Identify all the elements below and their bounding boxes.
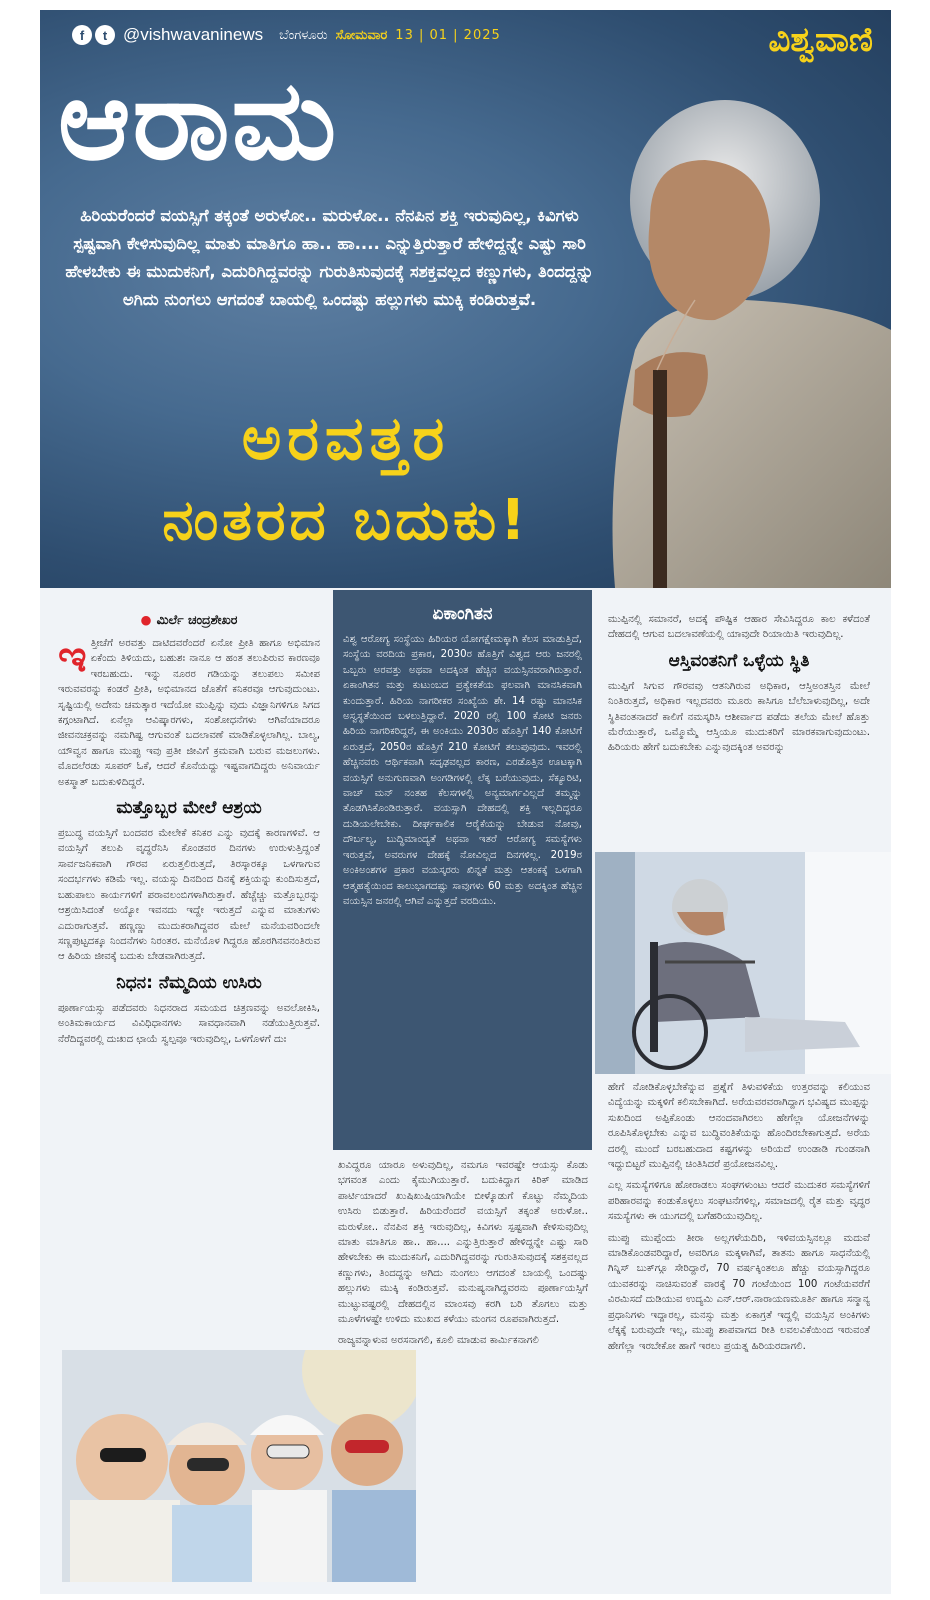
bullet-icon: ● <box>140 612 152 627</box>
elderly-woman-photo <box>595 70 891 588</box>
loneliness-box-content <box>343 596 582 1144</box>
article-paragraph-1 <box>58 631 320 790</box>
facebook-icon: f <box>72 25 92 45</box>
header-line <box>72 24 501 46</box>
article-paragraph-9: ಎಲ್ಲ ಸಮಸ್ಯೆಗಳಿಗೂ ಹೋರಾಡಲು ಸಂಘಗಳುಂಟು ಆದರೆ ಮುದುಕರ ಸಮಸ್ಯೆಗಳಿಗೆ ಪರಿಹಾರವನ್ನು ಕಂಡುಕೊಳ್ಳಲು ಸಂಘಟನೆಗಳಿಲ್ಲ, ಸಮಾಜದಲ್ಲಿ ರೈತ ಮತ್ತು ವೃದ್ಧರ ಸಮಸ್ಯೆಗಳು ಈ ಯುಗದಲ್ಲಿ ಬಗೆಹರಿಯುವುದಿಲ್ಲ. <box>608 1180 870 1223</box>
intro-paragraph: ಹಿರಿಯರೆಂದರೆ ವಯಸ್ಸಿಗೆ ತಕ್ಕಂತೆ ಅರುಳೋ.. ಮರುಳೋ.. ನೆನಪಿನ ಶಕ್ತಿ ಇರುವುದಿಲ್ಲ, ಕಿವಿಗಳು ಸ್ಪಷ್ಟವಾಗಿ ಕೇಳಿಸುವುದಿಲ್ಲ ಮಾತು ಮಾತಿಗೂ ಹಾ.. ಹಾ.... ಎನ್ನುತ್ತಿರುತ್ತಾರೆ ಹೇಳಿದ್ದನ್ನೇ ಎಷ್ಟು ಸಾರಿ ಹೇಳಬೇಕು ಈ ಮುದುಕನಿಗೆ, ಎದುರಿಗಿದ್ದವರನ್ನು ಗುರುತಿಸುವುದಕ್ಕೆ ಸಶಕ್ತವಲ್ಲದ ಕಣ್ಣುಗಳು, ತಿಂದದ್ದನ್ನು ಅಗಿದು ನುಂಗಲು ಆಗದಂತೆ ಬಾಯಲ್ಲಿ ಒಂದಷ್ಟು ಹಲ್ಲುಗಳು ಮುಕ್ಕಿ ಕಂಡಿರುತ್ತವೆ. <box>65 206 594 309</box>
column-3-lower <box>608 1080 870 1588</box>
column-1 <box>58 612 320 1234</box>
article-paragraph-5: ರಾಜ್ಯವನ್ನಾಳುವ ಅರಸನಾಗಲಿ, ಕೂಲಿ ಮಾಡುವ ಕಾರ್ಮಿಕನಾಗಲಿ <box>338 1335 539 1347</box>
elderly-man-wheelchair-photo <box>595 852 891 1074</box>
social-icons <box>72 25 115 45</box>
article-paragraph-10: ಮುಪ್ಪು ಮುಪ್ಪೆಂದು ತೀರಾ ಅಲ್ಲಗಳೆಯದಿರಿ, ಇಳಿವಯಸ್ಸಿನಲ್ಲೂ ಮದುವೆ ಮಾಡಿಕೊಂಡವರಿದ್ದಾರೆ, ಅವರಿಗೂ ಮಕ್ಕಳಾಗಿವೆ, ತಾತನು ಹಾಗೂ ಸಾಧನೆಯಲ್ಲಿ ಗಿನ್ನಿಸ್ ಬುಕ್‌ಗ್ಗೂ ಸೇರಿದ್ದಾರೆ, 70 ವರ್ಷಕ್ಕಿಂತಲೂ ಹೆಚ್ಚು ವಯಸ್ಸಾಗಿದ್ದರೂ ಯುವಕರನ್ನು ನಾಚಿಸುವಂತೆ ವಾರಕ್ಕೆ 70 ಗಂಟೆಯಿಂದ 100 ಗಂಟೆಯವರೆಗೆ ವಿರಮಿಸದೆ ದುಡಿಯುವ ಉದ್ಯಮಿ ಎನ್.ಆರ್.ನಾರಾಯಣಮೂರ್ತಿ ಹಾಗೂ ಸನ್ಮಾನ್ಯ ಪ್ರಧಾನಿಗಳು ಇದ್ದಾರಲ್ಲ, ಮನಸ್ಸು ಮತ್ತು ಏಕಾಗ್ರತೆ ಇದ್ದಲ್ಲಿ ವಯಸ್ಸಿನ ಅಂಕಿಗಳು ಲೆಕ್ಕಕ್ಕೆ ಬರುವುದೇ ಇಲ್ಲ, ಮುಪ್ಪು ಶಾಪವಾಗದ ರೀತಿ ಲವಲವಿಕೆಯಿಂದ ಇರುವಂತೆ ಹೇಗೆಲ್ಲಾ ಇರಬೇಕೋ ಹಾಗೆ ಇರಲು ಪ್ರಯತ್ನ ಹಿರಿಯರದಾಗಲಿ. <box>608 1232 870 1352</box>
article-paragraph-2: ಪ್ರಬುದ್ಧ ವಯಸ್ಸಿಗೆ ಬಂದವರ ಮೇಲೇಕೆ ಕನಿಕರ ಎನ್ನು ವುದಕ್ಕೆ ಕಾರಣಗಳಿವೆ. ಆ ವಯಸ್ಸಿಗೆ ತಲುಪಿ ವೃದ್ಧರೆನಿಸಿ ಕೊಂಡವರ ದಿನಗಳು ಉರುಳುತ್ತಿದ್ದಂತೆ ಸಾರ್ವಜನಿಕವಾಗಿ ಗೌರವ ಏರುತ್ತಲಿರುತ್ತದೆ, ತಿರಸ್ಕಾರಕ್ಕೂ ಒಳಗಾಗುವ ಸಂದರ್ಭಗಳು ಕಡಿಮೆ ಇಲ್ಲ. ವಯಸ್ಸು ದಿನದಿಂದ ದಿನಕ್ಕೆ ಶಕ್ತಿಯನ್ನು ಕುಂದಿಸುತ್ತದೆ, ಬಹುಪಾಲು ಕಾರ್ಯಗಳಿಗೆ ಪರಾವಲಂಬಿಗಳಾಗಿರುತ್ತಾರೆ. ಹೆಚ್ಚೆಚ್ಚು ಮತ್ತೊಬ್ಬರನ್ನು ಆಶ್ರಯಿಸಿದಂತೆ ಅಯ್ಯೋ ಇವನದು ಇದ್ದೇ ಇರುತ್ತದೆ ಎನ್ನುವ ಮಾತುಗಳು ಎದುರಾಗುತ್ತವೆ. ಹಣ್ಣಣ್ಣು ಮುದುಕರಾಗಿದ್ದವರ ಮೇಲೆ ಮನೆಯವರಿಂದಲೇ ಸಣ್ಣಪುಟ್ಟದಕ್ಕೂ ನಿಂದನೆಗಳು ನಿರಂತರ. ಮನೆಯೊಳ ಗಿದ್ದರೂ ಹೊರಗಿನವನಂತಿರುವ ಆ ಹಿರಿಯ ಜೀವಕ್ಕೆ ಬದುಕು ಬೇಡವಾಗಿರುತ್ತದೆ. <box>58 828 320 963</box>
author-name: ಮಿರ್ಲೆ ಚಂದ್ರಶೇಖರ <box>156 612 238 627</box>
edition-day: ಸೋಮವಾರ <box>335 27 388 43</box>
subheading-wealthy: ಆಸ್ತಿವಂತನಿಗೆ ಒಳ್ಳೆಯ ಸ್ಥಿತಿ <box>668 650 810 671</box>
loneliness-box <box>333 590 592 1150</box>
twitter-icon: t <box>95 25 115 45</box>
drop-cap: ಇ <box>58 631 87 682</box>
social-handle: @vishwavaninews <box>123 25 264 44</box>
headline-line-2: ನಂತರದ ಬದುಕು! <box>162 488 530 553</box>
edition-date: 13 | 01 | 2025 <box>395 27 501 43</box>
subheading-death: ನಿಧನ: ನೆಮ್ಮದಿಯ ಉಸಿರು <box>116 972 262 993</box>
article-paragraph-3: ಪೂರ್ಣಾಯಸ್ಸು ಪಡೆದವರು ನಿಧನರಾದ ಸಮಯದ ಚಿತ್ರಣವನ್ನು ಅವಲೋಕಿಸಿ, ಅಂತಿಮಕಾರ್ಯದ ವಿವಿಧಿಧಾನಗಳು ಸಾವಧಾನವಾಗಿ ನಡೆಯುತ್ತಿರುತ್ತವೆ. ನೆರೆದಿದ್ದವರಲ್ಲಿ ದುಃಖದ ಛಾಯೆ ಸ್ವಲ್ಪವೂ ಇರುವುದಿಲ್ಲ, ಒಳಗೊಳಗೆ ದುಃ <box>58 1002 320 1045</box>
paragraph-text: ತ್ತೀಚೆಗೆ ಅರವತ್ತು ದಾಟಿದವರೆಂದರೆ ಏನೋ ಪ್ರೀತಿ ಹಾಗೂ ಅಭಿಮಾನ ಏಕೆಂದು ತಿಳಿಯದು, ಬಹುಶಃ ನಾನೂ ಆ ಹಂತ ತಲುಪಿರುವ ಕಾರಣವೂ ಇರಬಹುದು. ಇನ್ನು ನೂರರ ಗಡಿಯನ್ನು ತಲುಪಲು ಸಮೀಪ ಇರುವವರನ್ನು ಕಂಡರೆ ಪ್ರೀತಿ, ಅಭಿಮಾನದ ಜೊತೆಗೆ ಕನಿಕರವೂ ಆಗುವುದುಂಟು. ಸೃಷ್ಟಿಯಲ್ಲಿ ಅದೇನು ಚಮತ್ಕಾರ ಇದೆಯೋ ಮುಪ್ಪಿನ್ನು ವುದು ವಿಜ್ಞಾನಿಗಳಿಗೂ ಸಿಗದ ಕಗ್ಗಂಟಾಗಿದೆ. ಏನೆಲ್ಲಾ ಆವಿಷ್ಕಾರಗಳು, ಸಂಶೋಧನೆಗಳು ಆಗಿವೆಯಾದರೂ ಜೀವನಚಕ್ರವನ್ನು ನಮಗಿಷ್ಟ ಆಗುವಂತೆ ಬದಲಾವಣೆ ಮಾಡಿಕೊಳ್ಳಲಾಗಿಲ್ಲ. ಬಾಲ್ಯ, ಯೌವ್ವನ ಹಾಗೂ ಮುಪ್ಪು ಇವು ಪ್ರತೀ ಜೀವಿಗೆ ಕ್ರಮವಾಗಿ ಬರುವ ಮಜಲುಗಳು. ಮೊದಲೆರಡು ಸೂಪರ್ ಓಕೆ, ಆದರೆ ಕೊನೆಯದ್ದು ಇಷ್ಟವಾಗದಿದ್ದರು ಅನಿವಾರ್ಯ ಅಕಸ್ಮಾತ್ ಬದುಕುಳಿದಿದ್ದರೆ. <box>58 638 320 788</box>
masthead <box>40 10 891 588</box>
subheading-dependence: ಮತ್ತೊಬ್ಬರ ಮೇಲೆ ಆಶ್ರಯ <box>116 798 262 819</box>
author-byline <box>58 612 320 628</box>
article-paragraph-4: ಖವಿದ್ದರೂ ಯಾರೂ ಅಳುವುದಿಲ್ಲ, ನಮಗೂ ಇವರಷ್ಟೇ ಆಯಸ್ಸು ಕೊಡು ಭಗವಂತ ಎಂದು ಕೈಮುಗಿಯುತ್ತಾರೆ. ಬದುಕಿದ್ದಾಗ ಕಿರಿಕ್ ಮಾಡಿದ ಪಾರ್ಟಿಯಾದರೆ ಖುಷಿಖುಷಿಯಾಗಿಯೇ ಬೀಳ್ಕೊಡುಗೆ ಕೊಟ್ಟು ನೆಮ್ಮದಿಯ ಉಸಿರು ಬಿಡುತ್ತಾರೆ. ಹಿರಿಯರೆಂದರೆ ವಯಸ್ಸಿಗೆ ತಕ್ಕಂತೆ ಅರುಳೋ.. ಮರುಳೋ.. ನೆನಪಿನ ಶಕ್ತಿ ಇರುವುದಿಲ್ಲ, ಕಿವಿಗಳು ಸ್ಪಷ್ಟವಾಗಿ ಕೇಳಿಸುವುದಿಲ್ಲ ಮಾತು ಮಾತಿಗೂ ಹಾ.. ಹಾ.... ಎನ್ನುತ್ತಿರುತ್ತಾರೆ ಹೇಳಿದ್ದನ್ನೇ ಎಷ್ಟು ಸಾರಿ ಹೇಳಬೇಕು ಈ ಮುದುಕನಿಗೆ, ಎದುರಿಗಿದ್ದವರನ್ನು ಗುರುತಿಸುವುದಕ್ಕೆ ಸಶಕ್ತವಲ್ಲದ ಕಣ್ಣುಗಳು, ತಿಂದದ್ದನ್ನು ಅಗಿದು ನುಂಗಲು ಆಗದಂತೆ ಬಾಯಲ್ಲಿ ಒಂದಷ್ಟು ಹಲ್ಲುಗಳು ಮುಕ್ಕಿ ಕಂಡಿರುತ್ತವೆ. ಮನುಷ್ಯನಾಗಿದ್ದವರನು ಪೂರ್ಣಾಯಸ್ಸಿಗೆ ಮುಟ್ಟುವಷ್ಟರಲ್ಲಿ ದೇಹದಲ್ಲಿನ ಮಾಂಸವು ಕರಗಿ ಬರಿ ತೊಗಲು ಮತ್ತು ಮೂಳೆಗಳಷ್ಟೇ ಉಳಿದು ಮುಖದ ಕಳೆಯು ಮಂಗನ ರೂಪವಾಗಿರುತ್ತದೆ. <box>338 1160 588 1326</box>
newspaper-logo: ವಿಶ್ವವಾಣಿ <box>768 20 873 60</box>
article-paragraph-6: ಮುಪ್ಪಿನಲ್ಲಿ ಸಮಾನರೆ, ಅದಕ್ಕೆ ಪೌಷ್ಟಿಕ ಆಹಾರ ಸೇವಿಸಿದ್ದರೂ ಕಾಲ ಕಳೆದಂತೆ ದೇಹದಲ್ಲಿ ಆಗುವ ಬದಲಾವಣೆಯಲ್ಲಿ ಯಾವುದೇ ರಿಯಾಯಿತಿ ಇರುವುದಿಲ್ಲ. <box>608 614 870 641</box>
subheading-loneliness: ಏಕಾಂಗಿತನ <box>432 604 493 624</box>
column-2-lower <box>338 1158 588 1588</box>
article-paragraph-7: ಮುಪ್ಪಿಗೆ ಸಿಗುವ ಗೌರವವು ಆತನಿಗಿರುವ ಅಧಿಕಾರ, ಆಸ್ತಿಅಂತಸ್ತಿನ ಮೇಲೆ ನಿಂತಿರುತ್ತದೆ, ಅಧಿಕಾರ ಇಲ್ಲದವರು ಮೂರು ಕಾಸಿಗೂ ಬೆಲೆಬಾಳುವುದಿಲ್ಲ, ಅದೇ ಸ್ಥಿತಿವಂತನಾದರೆ ಕಾಲಿಗೆ ನಮಸ್ಕರಿಸಿ ಆಶೀರ್ವಾದ ಪಡೆದು ತಲೆಯ ಮೇಲೆ ಹೊತ್ತು ಮೆರೆಯುತ್ತಾರೆ, ಒಮ್ಮೊಮ್ಮೆ ಆಸ್ತಿಯೂ ಮುದುಕರಿಗೆ ಮಾರಕವಾಗುವುದುಂಟು. ಹಿರಿಯರು ಹೇಗೆ ಬದುಕಬೇಕು ಎನ್ನುವುದಕ್ಕಿಂತ ಅವರನ್ನು <box>608 680 870 754</box>
column-3-top <box>608 612 870 852</box>
section-title: ಆರಾಮ <box>58 56 339 184</box>
newspaper-page <box>40 10 891 1594</box>
article-paragraph-8: ಹೇಗೆ ನೋಡಿಕೊಳ್ಳಬೇಕೆನ್ನುವ ಪ್ರಶ್ನೆಗೆ ತಿಳುವಳಿಕೆಯ ಉತ್ತರವನ್ನು ಕಲಿಯುವ ವಿದ್ಯೆಯನ್ನು ಮಕ್ಕಳಿಗೆ ಕಲಿಸಬೇಕಾಗಿದೆ. ಅರೆಯವರವರಾಗಿದ್ದಾಗ ಭವಿಷ್ಯದ ಮುಪ್ಪನ್ನು ಸುಖದಿಂದ ಅಪ್ಪಿಕೊಂಡು ಆನಂದವಾಗಿರಲು ಹೇಗೆಲ್ಲಾ ಯೋಜನೆಗಳನ್ನು ರೂಪಿಸಿಕೊಳ್ಳಬೇಕು ಎನ್ನುವ ಬುದ್ಧಿವಂತಿಕೆಯನ್ನು ಹೊಂದಿರಬೇಕಾಗುತ್ತದೆ. ಅರೆಯ ದರಲ್ಲಿ ಮುಂದೆ ಬರಬಹುದಾದ ಕಷ್ಟಗಳನ್ನು ಅರಿಯದೆ ಉಂಡಾಡಿ ಗುಂಡನಾಗಿ ಇದ್ದುಬಿಟ್ಟರೆ ಮುಪ್ಪಿನಲ್ಲಿ ಚಿಂತಿಸಿದರೆ ಪ್ರಯೋಜನವಿಲ್ಲ. <box>608 1082 870 1171</box>
main-headline <box>66 398 626 562</box>
headline-line-1: ಅರವತ್ತರ <box>241 404 451 474</box>
edition-city: ಬೆಂಗಳೂರು <box>279 27 328 43</box>
loneliness-paragraph: ವಿಶ್ವ ಆರೋಗ್ಯ ಸಂಸ್ಥೆಯು ಹಿರಿಯರ ಯೋಗಕ್ಷೇಮಕ್ಕಾಗಿ ಕೆಲಸ ಮಾಡುತ್ತಿದೆ, ಸಂಸ್ಥೆಯ ವರದಿಯ ಪ್ರಕಾರ, 2030ರ ಹೊತ್ತಿಗೆ ವಿಶ್ವದ ಆರು ಜನರಲ್ಲಿ ಒಬ್ಬರು ಅರವತ್ತು ಅಥವಾ ಅದಕ್ಕಿಂತ ಹೆಚ್ಚಿನ ವಯಸ್ಸಿನವರಾಗಿರುತ್ತಾರೆ. ಏಕಾಂಗಿತನ ಮತ್ತು ಕುಟುಂಬದ ಪ್ರತ್ಯೇಕತೆಯ ಫಲವಾಗಿ ಮಾನಸಿಕವಾಗಿ ಕುಂದುತ್ತಾರೆ. ಹಿರಿಯ ನಾಗರೀಕರ ಸಂಖ್ಯೆಯ ಶೇ. 14 ರಷ್ಟು ಮಾನಸಿಕ ಅಸ್ವಸ್ಥತೆಯಿಂದ ಬಳಲುತ್ತಿದ್ದಾರೆ. 2020 ರಲ್ಲಿ 100 ಕೋಟಿ ಜನರು ಹಿರಿಯ ನಾಗರಿಕರಿದ್ದರೆ, ಈ ಅಂಕಿಯು 2030ರ ಹೊತ್ತಿಗೆ 140 ಕೋಟಿಗೆ ಏರುತ್ತದೆ, 2050ರ ಹೊತ್ತಿಗೆ 210 ಕೋಟಿಗೆ ತಲುಪುವುದು. ಇವರಲ್ಲಿ ಹೆಚ್ಚಿನವರು ಆರ್ಥಿಕವಾಗಿ ಸದೃಢವಲ್ಲದ ಕಾರಣ, ಎರಡೊತ್ತಿನ ಊಟಕ್ಕಾಗಿ ವಯಸ್ಸಿಗೆ ಅನುಗುಣವಾಗಿ ಅಂಗಡಿಗಳಲ್ಲಿ ಲೆಕ್ಕ ಬರೆಯುವುದು, ಸೆಕ್ಯೂರಿಟಿ, ವಾಚ್ ಮನ್ ನಂತಹ ಕೆಲಸಗಳಲ್ಲಿ ಅನ್ಯಮಾರ್ಗವಿಲ್ಲದೆ ತಮ್ಮನ್ನು ತೊಡಗಿಸಿಕೊಂಡಿರುತ್ತಾರೆ. ವಯಸ್ಸಾಗಿ ದೇಹದಲ್ಲಿ ಶಕ್ತಿ ಇಲ್ಲದಿದ್ದರೂ ದುಡಿಯಲೇಬೇಕು. ದೀರ್ಘಕಾಲಿಕ ಆರೈಕೆಯನ್ನು ಬೇಡುವ ನೋವು, ದೌರ್ಬಲ್ಯ, ಬುದ್ಧಿಮಾಂದ್ಯತೆ ಅಥವಾ ಇತರೆ ಆರೋಗ್ಯ ಸಮಸ್ಯೆಗಳು ಇರುತ್ತವೆ, ಅವರುಗಳ ದೇಹಕ್ಕೆ ನೋವಿಲ್ಲದ ದಿನಗಳಿಲ್ಲ. 2019ರ ಅಂಕಿಅಂಶಗಳ ಪ್ರಕಾರ ವಯಸ್ಕರರು ಖಿನ್ನತೆ ಮತ್ತು ಆತಂಕಕ್ಕೆ ಒಳಗಾಗಿ ಆತ್ಮಹತ್ಯೆಯಿಂದ ಕಾಲುಭಾಗದಷ್ಟು ಸಾವುಗಳು 60 ಮತ್ತು ಅದಕ್ಕಿಂತ ಹೆಚ್ಚಿನ ವಯಸ್ಸಿನ ಜನರಲ್ಲಿ ಆಗಿವೆ ಎನ್ನುತ್ತದೆ ವರದಿಯು. <box>343 634 582 907</box>
